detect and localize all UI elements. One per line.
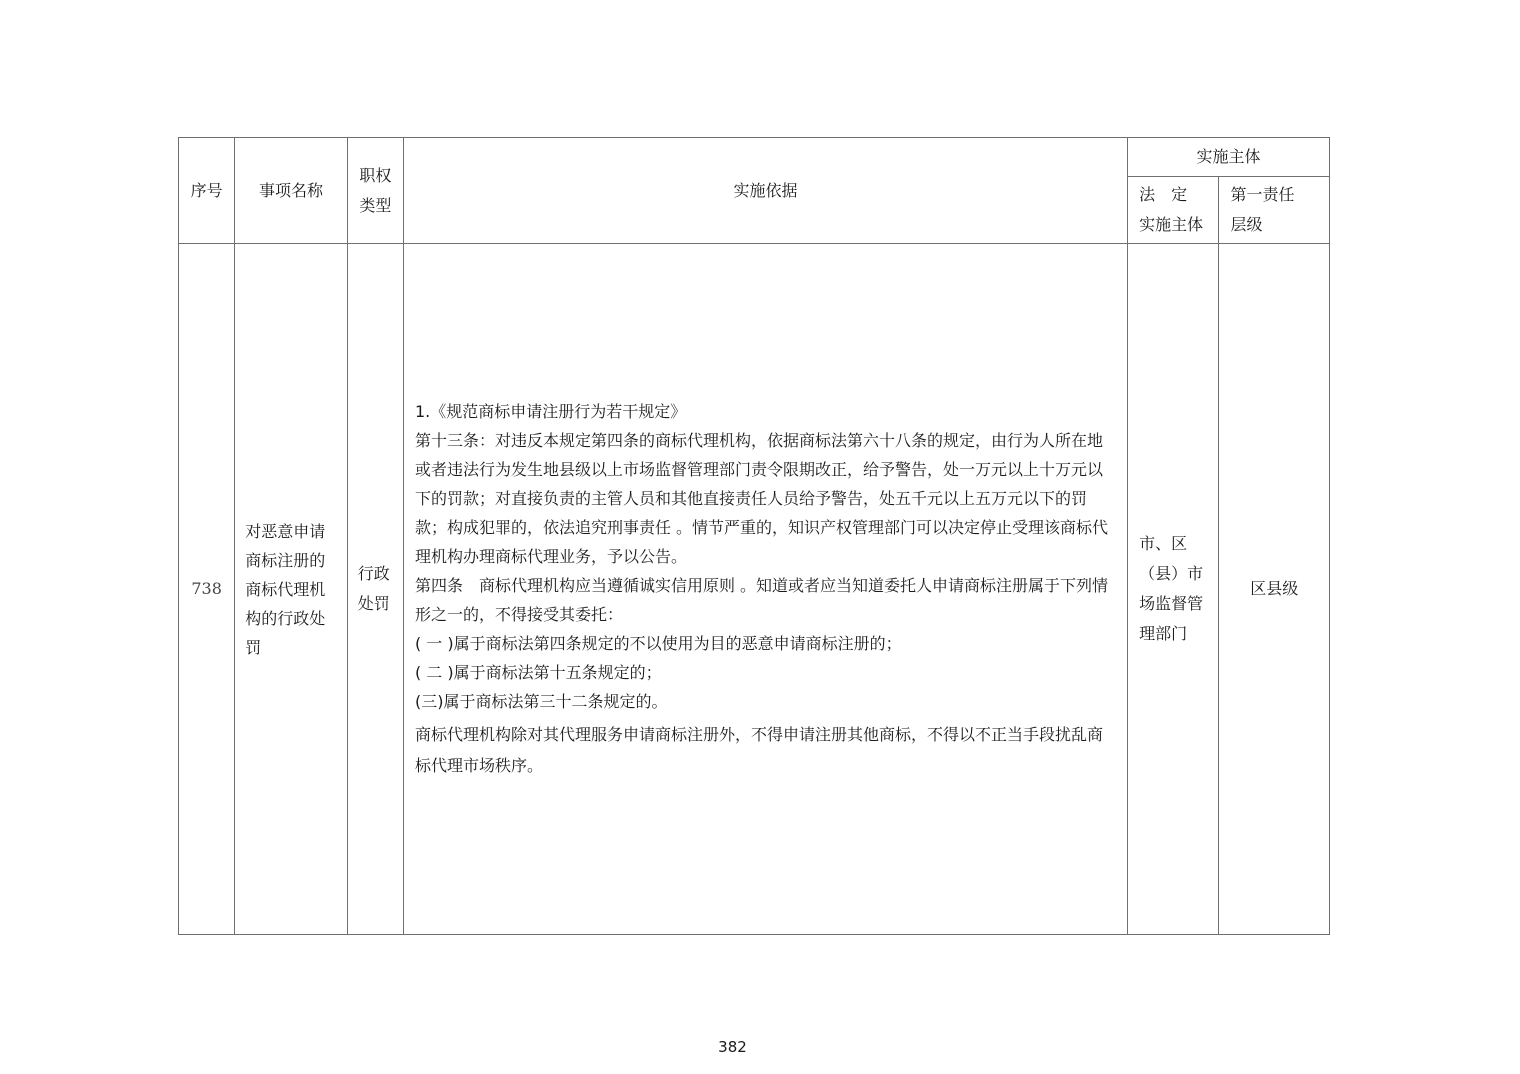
header-name: 事项名称 [235,138,347,244]
row-basis [403,244,1127,935]
header-level-line2: 层级 [1230,215,1263,234]
matters-table [178,137,1330,935]
row-seq: 738 [179,244,235,935]
header-level-line1: 第一责任 [1230,185,1295,204]
header-seq: 序号 [179,138,235,244]
basis-item3: (三)属于商标法第三十二条规定的。 [414,692,668,711]
row-legal-subject: 市、区（县）市场监督管理部门 [1128,244,1219,935]
header-type-line1: 职权 [359,165,392,185]
basis-title: 1.《规范商标申请注册行为若干规定》 [414,402,687,421]
header-subject: 实施主体 [1128,138,1330,177]
page-number: 382 [718,1038,747,1056]
header-level [1219,177,1330,244]
basis-para2: 第四条 商标代理机构应当遵循诚实信用原则 。知道或者应当知道委托人申请商标注册属于下列情形之一的，不得接受其委托： [414,576,1109,624]
basis-item2: ( 二 )属于商标法第十五条规定的； [414,663,662,682]
row-level: 区县级 [1219,244,1330,935]
row-name: 对恶意申请商标注册的商标代理机构的行政处罚 [235,244,347,935]
row-type-line2: 处罚 [357,594,390,613]
basis-para1: 第十三条：对违反本规定第四条的商标代理机构，依据商标法第六十八条的规定，由行为人所在地或者违法行为发生地县级以上市场监督管理部门责令限期改正，给予警告，处一万元以上十万元以下的罚款；对直接负责的主管人员和其他直接责任人员给予警告，处五千元以上五万元以下的罚款；构成犯罪的，依法追究刑事责任 。情节严重的，知识产权管理部门可以决定停止受理该商标代理机构办理商标代理业务，予以公告。 [414,431,1109,566]
header-legal-subject [1128,177,1219,244]
row-type-line1: 行政 [357,564,390,583]
header-type-line2: 类型 [359,195,392,215]
header-legal-line2: 实施主体 [1139,215,1204,234]
header-legal-line1: 法 定 [1139,185,1188,204]
basis-para3: 商标代理机构除对其代理服务申请商标注册外，不得申请注册其他商标，不得以不正当手段扰乱商标代理市场秩序。 [414,725,1103,775]
header-basis: 实施依据 [403,138,1127,244]
table-row [179,244,1330,935]
basis-item1: ( 一 )属于商标法第四条规定的不以使用为目的恶意申请商标注册的； [414,634,902,653]
row-type [347,244,403,935]
header-type [347,138,403,244]
